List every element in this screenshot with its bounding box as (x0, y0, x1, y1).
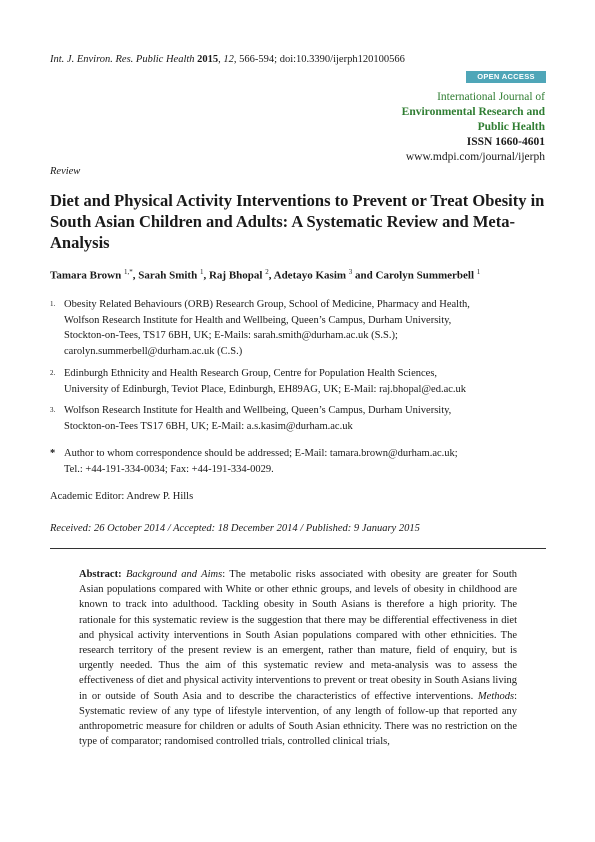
methods-label: Methods (477, 690, 515, 702)
author: Carolyn Summerbell (375, 269, 475, 282)
abstract (79, 567, 517, 749)
pages-doi: , 566-594; doi:10.3390/ijerph120100566 (233, 54, 405, 65)
publication-dates: Received: 26 October 2014 / Accepted: 18 December 2014 / Published: 9 January 2015 (50, 523, 420, 534)
author-sup: 1 (476, 268, 481, 276)
article-type: Review (50, 166, 81, 177)
correspondence: * Author to whom correspondence should be addressed; E-Mail: tamara.brown@durham.ac.uk; Tel.: +44-191-334-0034; Fax: +44-191-334-0029. (50, 448, 458, 475)
affiliation-2: 2. Edinburgh Ethnicity and Health Research Group, Centre for Population Health Sciences, University of Edinburgh, Teviot Place, Edinburgh, EH89AG, UK; E-Mail: raj.bhopal@ed.ac.uk (50, 368, 467, 395)
author: Adetayo Kasim (273, 269, 347, 282)
background-label: Background and Aims (125, 569, 223, 580)
methods-text: : Systematic review of any type of lifestyle intervention, of any length of follow-up that reported any anthropometric measure for children or adults of South Asian ethnicity. There was no restriction on the type of comparator; randomised controlled trials, controlled clinical trials, (79, 690, 517, 748)
author-sup: 1 (199, 268, 204, 276)
author-sup: 2 (265, 268, 269, 276)
author: Sarah Smith (138, 269, 198, 282)
affiliation-3: 3. Wolfson Research Institute for Health and Wellbeing, Queen’s Campus, Durham University, Stockton-on-Tees TS17 6BH, UK; E-Mail: a.s.kasim@durham.ac.uk (50, 405, 452, 432)
open-access-badge: OPEN ACCESS (466, 71, 546, 83)
background-text: : The metabolic risks associated with obesity are greater for South Asian populations compared with White or other ethnic groups, and levels of obesity in childhood are known to track into adulthood. Tackling obesity in South Asians is therefore a high priority. The rationale for this systematic review is the suggestion that there may be differential effectiveness in diet and physical activity interventions in South Asian populations compared with other ethnicities. The research territory of the present review is an emergent, rather than mature, field of enquiry, but is urgently needed. Thus the aim of this systematic review and meta-analysis was to assess the effectiveness of diet and physical activity interventions to prevent or treat obesity in South Asians living in or outside of South Asia and to describe the characteristics of effective interventions. (79, 569, 517, 702)
volume: 12 (223, 54, 234, 65)
citation-line: Int. J. Environ. Res. Public Health 2015, 12, 566-594; doi:10.3390/ijerph120100566 (50, 54, 405, 65)
author: Tamara Brown (50, 269, 122, 282)
abstract-label: Abstract: (79, 569, 122, 580)
article-title: Diet and Physical Activity Interventions to Prevent or Treat Obesity in South Asian Children and Adults: A Systematic Review and Meta-Analysis (50, 191, 545, 252)
divider (50, 548, 546, 549)
journal-url[interactable]: www.mdpi.com/journal/ijerph (405, 151, 545, 163)
author-sup: 3 (348, 268, 353, 276)
journal-name-line1: International Journal of (437, 91, 545, 103)
journal-name-line3: Public Health (477, 121, 545, 133)
journal-abbrev: Int. J. Environ. Res. Public Health (50, 54, 195, 65)
author: Raj Bhopal (208, 269, 263, 282)
affiliation-1: 1. Obesity Related Behaviours (ORB) Research Group, School of Medicine, Pharmacy and Health, Wolfson Research Institute for Health and Wellbeing, Queen’s Campus, Durham University, Stockton-on-Tees, TS17 6BH, UK; E-Mails: sarah.smith@durham.ac.uk (S.S.); carolyn.summerbell@durham.ac.uk (C.S.) (50, 299, 470, 357)
author-sup: 1,* (123, 268, 133, 276)
journal-name-line2: Environmental Research and (401, 106, 545, 118)
year: 2015 (197, 54, 219, 65)
author-list: Tamara Brown $^{1,*}$, Sarah Smith $^1$, Raj Bhopal $^2$, Adetayo Kasim $^3$ and Carolyn Summerbell $^1$ (50, 268, 481, 282)
issn: ISSN 1660-4601 (466, 136, 545, 148)
journal-block (402, 90, 545, 165)
academic-editor: Academic Editor: Andrew P. Hills (50, 491, 194, 502)
